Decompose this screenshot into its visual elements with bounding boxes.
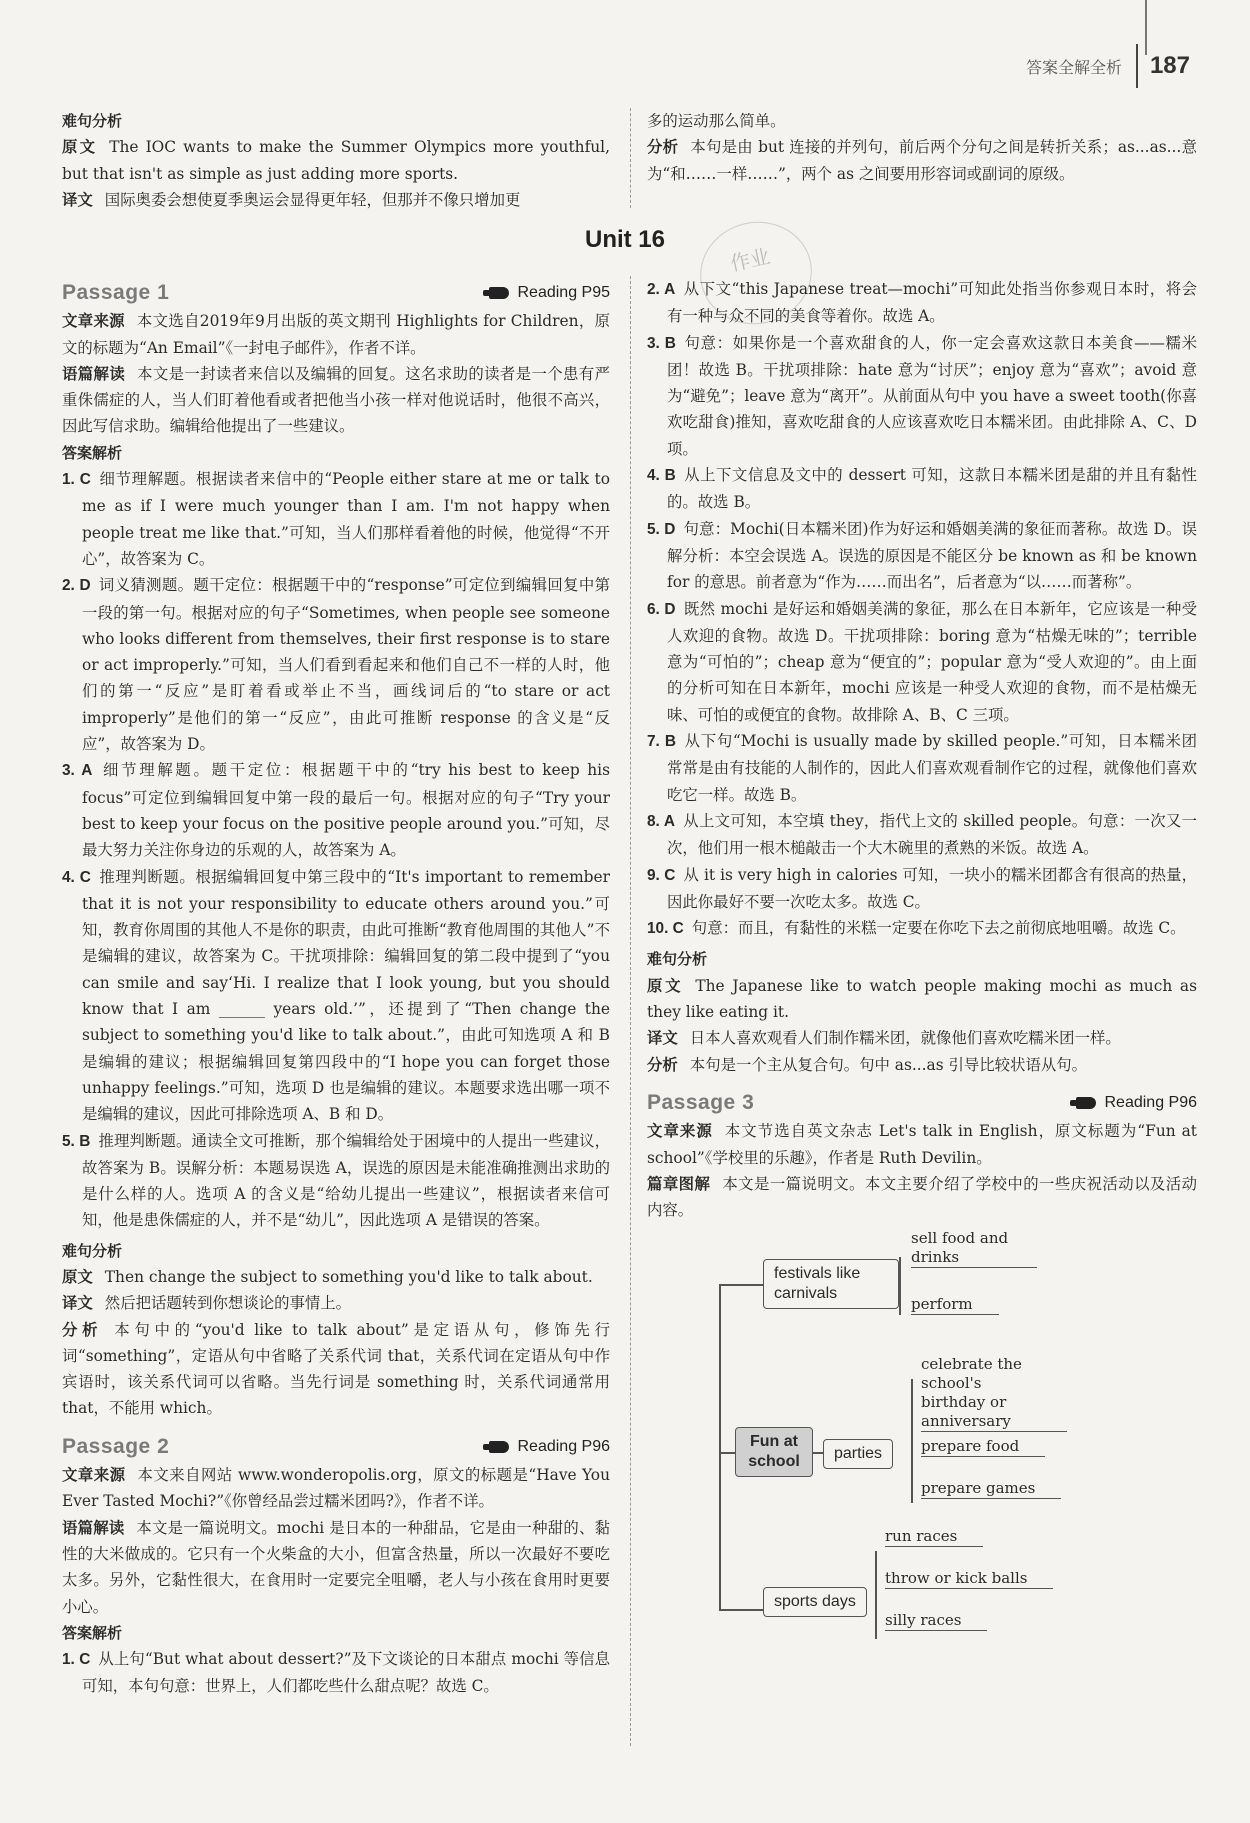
answer-text: 从上下文信息及文中的 dessert 可知，这款日本糯米团是甜的并且有黏性的。故选 B。 <box>667 466 1197 512</box>
continuation-line: 多的运动那么简单。 <box>647 112 786 130</box>
answer-item <box>62 757 610 863</box>
stamp-text: 作业 <box>728 244 773 276</box>
header-label: 答案全解全析 <box>1025 57 1122 77</box>
mm-connector <box>719 1284 763 1286</box>
source-label: 文章来源 <box>62 1466 126 1485</box>
nanju-yuanwen <box>647 973 1197 1026</box>
answer-item <box>647 276 1197 330</box>
answer-number: 2. A <box>647 281 676 298</box>
section-heading: 难句分析 <box>62 112 123 130</box>
source-label: 文章来源 <box>647 1122 713 1141</box>
pianzhang-text: 本文是一篇说明文。本文主要介绍了学校中的一些庆祝活动以及活动内容。 <box>647 1174 1197 1220</box>
pointing-hand-icon <box>489 287 509 299</box>
yuanwen-label: 原文 <box>62 138 98 157</box>
yiwen-label: 译文 <box>62 1294 93 1313</box>
yuanwen-text: Then change the subject to something you'd like to talk about. <box>104 1267 593 1286</box>
yiwen-text: 然后把话题转到你想谈论的事情上。 <box>104 1294 352 1313</box>
answer-item <box>62 1128 610 1234</box>
answer-text: 推理判断题。通读全文可推断，那个编辑给处于困境中的人提出一些建议，故答案为 B。误解分析：本题易误选 A，误选的原因是未能准确推测出求助的是什么样的人。选项 A 的含义是“给幼儿提出一些建议”，根据读者来信可知，他是患侏儒症的人，并不是“幼儿”，因此选项 A 是错误的答案。 <box>82 1131 610 1230</box>
yiwen-label: 译文 <box>647 1029 678 1048</box>
answer-item <box>647 462 1197 516</box>
unit-title: Unit 16 <box>584 226 665 253</box>
nanju-yiwen <box>62 1290 610 1316</box>
answer-text: 细节理解题。题干定位：根据题干中的“try his best to keep his focus”可定位到编辑回复中第一段的最后一句。根据对应的句子“Try your best to keep your focus on the positive people around you.”可知，尽最大努力关注你身边的乐观的人，故答案为 A。 <box>82 761 611 860</box>
yiwen-text: 国际奥委会想使夏季奥运会显得更年轻，但那并不像只增加更 <box>104 190 521 209</box>
answer-number: 9. C <box>647 866 676 884</box>
answer-text: 句意：如果你是一个喜欢甜食的人，你一定会喜欢这款日本美食——糯米团！故选 B。干扰项排除：hate 意为“讨厌”；enjoy 意为“喜欢”；avoid 意为“避免”；leave 意为“离开”。从前面从句中 you have a sweet tooth(你喜欢吃甜食)推知，喜欢吃甜食的人应该喜欢吃日本糯米团。由此排除 A、C、D 项。 <box>667 333 1197 458</box>
page-header <box>1026 44 1190 88</box>
passage1-reading-text: Reading P95 <box>517 284 610 301</box>
answer-number: 5. D <box>647 520 676 538</box>
passage3-source <box>647 1118 1197 1171</box>
yuanwen-label: 原文 <box>647 976 684 995</box>
mind-map <box>647 1229 1197 1669</box>
nanju-fenxi <box>62 1317 610 1422</box>
answer-number: 3. B <box>647 334 676 352</box>
yuanwen-row <box>62 134 610 187</box>
fenxi-label: 分析 <box>647 138 679 157</box>
mm-connector <box>911 1379 913 1503</box>
passage3-reading-text: Reading P96 <box>1104 1093 1197 1111</box>
passage2-source <box>62 1462 610 1515</box>
fenxi-text: 本句是由 but 连接的并列句，前后两个分句之间是转折关系；as...as...意为“和……一样……”，两个 as 之间要用形容词或副词的原级。 <box>647 138 1197 183</box>
yupian-label: 语篇解读 <box>62 1518 125 1537</box>
yupian-text: 本文是一封读者来信以及编辑的回复。这名求助的读者是一个患有严重侏儒症的人，当人们盯着他看或者把他当小孩一样对他说话时，他很不高兴，因此写信求助。编辑给他提出了一些建议。 <box>62 364 610 436</box>
nanju-heading: 难句分析 <box>62 1241 123 1260</box>
answer-number: 4. B <box>647 467 676 485</box>
passage1-yupian <box>62 361 610 440</box>
answer-text: 从上句“But what about dessert?”及下文谈论的日本甜点 mochi 等信息可知，本句句意：世界上，人们都吃些什么甜点呢？故选 C。 <box>82 1650 610 1696</box>
answer-number: 4. C <box>62 868 91 886</box>
mm-leaf: silly races <box>885 1611 987 1631</box>
mm-branch-festivals: festivals like carnivals <box>763 1259 899 1309</box>
passage3-title: Passage 3 <box>647 1090 755 1114</box>
answer-text: 细节理解题。根据读者来信中的“People either stare at me or talk to me as if I were much younger than I am. I'm not happy when people treat me like that.”可知，当人们那样看着他的时候，他觉得“不开心”，故答案为 C。 <box>82 470 610 568</box>
nanju-yiwen <box>647 1025 1197 1051</box>
answer-item <box>647 862 1197 916</box>
top-right-block <box>647 108 1197 187</box>
answer-item <box>647 596 1197 728</box>
answer-number: 7. B <box>647 733 676 751</box>
answer-text: 句意：而且，有黏性的米糕一定要在你吃下去之前彻底地咀嚼。故选 C。 <box>691 919 1186 938</box>
source-text: 本文节选自英文杂志 Let's talk in English，原文标题为“Fun at school”《学校里的乐趣》，作者是 Ruth Devilin。 <box>647 1122 1197 1167</box>
passage1-head <box>62 280 610 306</box>
passage1-title: Passage 1 <box>62 281 170 304</box>
yuanwen-text: The IOC wants to make the Summer Olympics more youthful, but that isn't as simple as just adding more sports. <box>62 138 610 183</box>
answer-item <box>62 466 610 572</box>
answer-number: 1. C <box>62 471 91 489</box>
answer-item <box>62 572 610 757</box>
answer-number: 1. C <box>62 1651 91 1669</box>
passage1-source <box>62 308 610 361</box>
yuanwen-label: 原文 <box>62 1267 93 1286</box>
answer-item <box>647 915 1197 942</box>
mm-leaf: sell food and drinks <box>911 1229 1037 1268</box>
passage1-reading <box>489 280 610 306</box>
fenxi-label: 分析 <box>647 1055 678 1074</box>
answer-text: 从上文可知，本空填 they，指代上文的 skilled people。句意：一次又一次，他们用一根木槌敲击一个大木碗里的煮熟的米饭。故选 A。 <box>667 811 1198 858</box>
mm-branch-sports: sports days <box>763 1587 867 1617</box>
passage2-reading <box>489 1434 610 1460</box>
mm-connector <box>719 1452 735 1454</box>
yupian-label: 语篇解读 <box>62 364 126 383</box>
answers-heading: 答案解析 <box>62 443 123 462</box>
yiwen-label: 译文 <box>62 190 93 209</box>
answer-item <box>647 516 1197 596</box>
source-text: 本文选自2019年9月出版的英文期刊 Highlights for Children，原文的标题为“An Email”《一封电子邮件》，作者不详。 <box>62 312 610 357</box>
answer-item <box>62 1646 610 1700</box>
answer-item <box>647 330 1197 462</box>
passage3-reading <box>1076 1090 1197 1116</box>
mm-branch-parties: parties <box>823 1439 893 1469</box>
yiwen-row <box>62 187 610 213</box>
mm-leaf: prepare food <box>921 1437 1045 1457</box>
column-divider <box>630 276 631 1746</box>
header-divider <box>1136 44 1138 88</box>
passage2-yupian <box>62 1515 610 1620</box>
mm-leaf: celebrate the school's birthday or anniversary <box>921 1355 1067 1432</box>
answer-item <box>647 808 1197 862</box>
mm-connector <box>875 1551 877 1639</box>
mm-leaf: run races <box>885 1527 983 1547</box>
source-text: 本文来自网站 www.wonderopolis.org，原文的标题是“Have You Ever Tasted Mochi?”《你曾经品尝过糯米团吗?》，作者不详。 <box>62 1466 610 1511</box>
source-label: 文章来源 <box>62 312 125 331</box>
fenxi-label: 分析 <box>62 1320 103 1339</box>
answer-text: 句意：Mochi(日本糯米团)作为好运和婚姻美满的象征而著称。故选 D。误解分析：本空会误选 A。误选的原因是不能区分 be known as 和 be known for 的意思。前者意为“作为……而出名”，后者意为“以……而著称”。 <box>667 519 1197 592</box>
nanju-heading: 难句分析 <box>647 950 708 969</box>
yuanwen-text: The Japanese like to watch people making mochi as much as they like eating it. <box>647 976 1197 1022</box>
passage3-head <box>647 1090 1197 1116</box>
passage2-title: Passage 2 <box>62 1434 170 1458</box>
fenxi-text: 本句是一个主从复合句。句中 as...as 引导比较状语从句。 <box>689 1055 1088 1074</box>
answer-number: 8. A <box>647 812 675 830</box>
yiwen-text: 日本人喜欢观看人们制作糯米团，就像他们喜欢吃糯米团一样。 <box>689 1029 1121 1048</box>
mm-connector <box>719 1609 763 1611</box>
yupian-text: 本文是一篇说明文。mochi 是日本的一种甜品，它是由一种甜的、黏性的大米做成的。它只有一个火柴盒的大小，但富含热量，所以一次最好不要吃太多。另外，它黏性很大，在食用时一定要完全咀嚼，老人与小孩在食用时更要小心。 <box>62 1518 610 1616</box>
answer-item <box>62 864 610 1128</box>
mm-connector <box>899 1257 901 1315</box>
nanju-yuanwen <box>62 1264 610 1290</box>
answer-text: 推理判断题。根据编辑回复中第三段中的“It's important to remember that it is not your responsibility to educate others around you.”可知，教育你周围的其他人不是你的职责，由此可推断“教育他周围的其他人”不是编辑的建议，故答案为 C。干扰项排除：编辑回复的第二段中提到了“you can smile and say‘Hi. I realize that I look young, but you should know that I am ______ years old.’”，还提到了“Then change the subject to something you'd like to talk about.”，由此可知选项 A 和 B 是编辑的建议；根据编辑回复第四段中的“I hope you can forget those unhappy feelings.”可知，选项 D 也是编辑的建议。本题要求选出哪一项不是编辑的建议，因此可排除选项 A、B 和 D。 <box>82 867 610 1124</box>
answer-item <box>647 728 1197 808</box>
pianzhang-label: 篇章图解 <box>647 1174 711 1193</box>
top-left-block <box>62 108 610 213</box>
column-divider-top <box>630 108 631 208</box>
passage3-pianzhang <box>647 1171 1197 1224</box>
answer-text: 既然 mochi 是好运和婚姻美满的象征，那么在日本新年，它应该是一种受人欢迎的食物。故选 D。干扰项排除：boring 意为“枯燥无味的”；terrible 意为“可怕的”；cheap 意为“便宜的”；popular 意为“受人欢迎的”。由上面的分析可知在日本新年，mochi 应该是一种受人欢迎的食物，而不是枯燥无味、可怕的或便宜的食物。故排除 A、B、C 三项。 <box>667 599 1197 724</box>
fenxi-row <box>647 134 1197 187</box>
answer-text: 从下句“Mochi is usually made by skilled people.”可知，日本糯米团常常是由有技能的人制作的，因此人们喜欢观看制作它的过程，就像他们喜欢吃它一样。故选 B。 <box>667 732 1197 804</box>
answer-number: 3. A <box>62 762 93 780</box>
nanju-fenxi <box>647 1052 1197 1078</box>
mm-root: Fun at school <box>735 1427 813 1477</box>
pointing-hand-icon <box>1076 1097 1096 1109</box>
answers-heading: 答案解析 <box>62 1623 123 1642</box>
passage2-head <box>62 1434 610 1460</box>
mm-leaf: throw or kick balls <box>885 1569 1053 1589</box>
passage2-reading-text: Reading P96 <box>517 1437 610 1455</box>
mm-leaf: prepare games <box>921 1479 1061 1499</box>
answer-number: 5. B <box>62 1132 91 1150</box>
page-number: 187 <box>1149 52 1190 79</box>
answer-number: 6. D <box>647 600 676 618</box>
answer-text: 词义猜测题。题干定位：根据题干中的“response”可定位到编辑回复中第一段的第一句。根据对应的句子“Sometimes, when people see someone who looks different from themselves, their first response is to stare or act improperly.”可知，当人们看到看起来和他们自己不一样的人时，他们的第一“反应”是盯着看或举止不当，画线词后的“to stare or act improperly”是他们的第一“反应”，由此可推断 response 的含义是“反应”，故答案为 D。 <box>82 576 610 754</box>
mm-leaf: perform <box>911 1295 999 1315</box>
mm-spine <box>719 1284 721 1609</box>
answer-number: 2. D <box>62 577 91 595</box>
pointing-hand-icon <box>489 1441 509 1453</box>
left-column <box>62 276 610 1700</box>
answer-number: 10. C <box>647 920 684 938</box>
right-column <box>647 276 1197 1669</box>
fenxi-text: 本句中的“you'd like to talk about”是定语从句，修饰先行词“something”，定语从句中省略了关系代词 that，关系代词在定语从句中作宾语时，该关系代词可以省略。当先行词是 something 时，关系代词通常用 that，不能用 which。 <box>62 1320 610 1418</box>
answer-text: 从下文“this Japanese treat—mochi”可知此处指当你参观日本时，将会有一种与众不同的美食等着你。故选 A。 <box>667 280 1198 326</box>
answer-text: 从 it is very high in calories 可知，一块小的糯米团都含有很高的热量，因此你最好不要一次吃太多。故选 C。 <box>667 865 1197 911</box>
